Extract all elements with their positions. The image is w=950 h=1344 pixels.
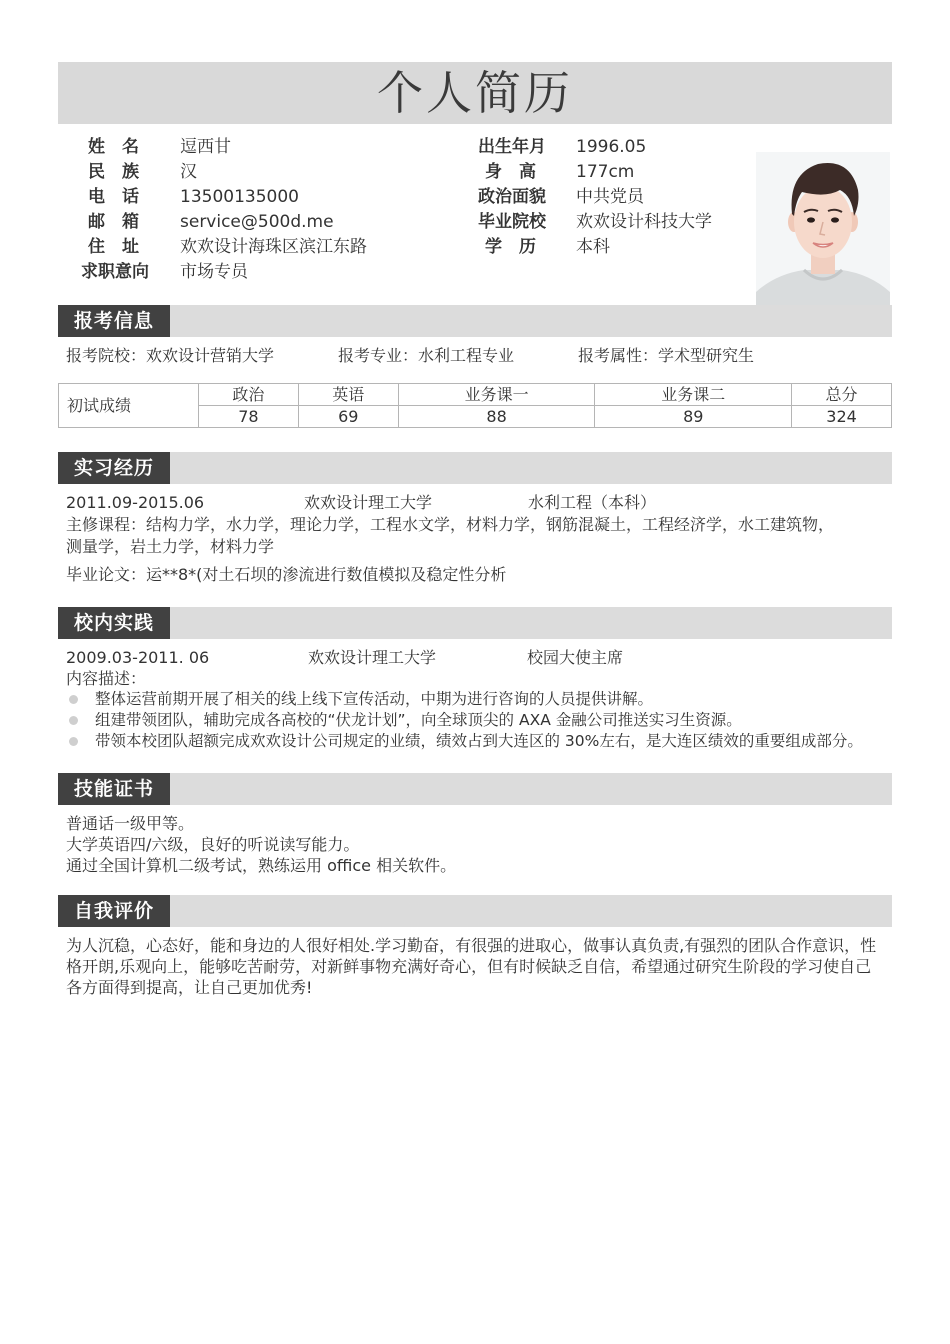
ethnicity-value: 汉 [180, 162, 197, 182]
score-header: 业务课二 [595, 384, 792, 406]
phone-label: 电 话 [88, 187, 139, 207]
list-item: 带领本校团队超额完成欢欢设计公司规定的业绩，绩效占到大连区的 30%左右，是大连区绩效的重要组成部分。 [66, 731, 863, 752]
campus-section-bar [58, 607, 892, 639]
political-label: 政治面貌 [478, 187, 546, 207]
skills-section-bar [58, 773, 892, 805]
campus-school: 欢欢设计理工大学 [308, 648, 437, 667]
campus-date: 2009.03-2011. 06 [66, 648, 210, 667]
campus-desc-label: 内容描述： [66, 669, 147, 688]
profile-photo [756, 152, 890, 330]
self-eval-line: 为人沉稳，心态好，能和身边的人很好相处.学习勤奋，有很强的进取心，做事认真负责,有强烈的团队合作意识，性 [66, 936, 877, 955]
birth-value: 1996.05 [576, 137, 647, 157]
exam-section-bar [58, 305, 892, 337]
political-value: 中共党员 [576, 187, 644, 207]
list-item: 组建带领团队，辅助完成各高校的“伏龙计划”，向全球顶尖的 AXA 金融公司推送实习生资源。 [66, 710, 863, 731]
skill-line: 大学英语四/六级，良好的听说读写能力。 [66, 835, 360, 854]
height-value: 177cm [576, 162, 635, 182]
email-label: 邮 箱 [88, 212, 139, 232]
exam-school: 报考院校：欢欢设计营销大学 [66, 346, 275, 365]
self-eval-line: 各方面得到提高，让自己更加优秀! [66, 978, 313, 997]
internship-section-heading: 实习经历 [58, 452, 170, 484]
name-value: 逗西甘 [180, 137, 231, 157]
internship-section-bar [58, 452, 892, 484]
score-header: 业务课一 [398, 384, 595, 406]
title-bar [58, 62, 892, 124]
education-label: 学 历 [485, 237, 536, 257]
score-header: 总分 [792, 384, 892, 406]
courses-line-1: 主修课程：结构力学，水力学，理论力学，工程水文学，材料力学，钢筋混凝土，工程经济学，水工建筑物， [66, 515, 835, 534]
score-value: 88 [398, 406, 595, 428]
graduate-school-value: 欢欢设计科技大学 [576, 212, 712, 232]
thesis: 毕业论文：运**8*(对土石坝的渗流进行数值模拟及稳定性分析 [66, 565, 507, 584]
address-label: 住 址 [88, 237, 139, 257]
skill-line: 通过全国计算机二级考试，熟练运用 office 相关软件。 [66, 856, 457, 875]
score-table [58, 383, 892, 428]
job-intent-label: 求职意向 [81, 262, 149, 282]
self-eval-line: 格开朗,乐观向上，能够吃苦耐劳，对新鲜事物充满好奇心，但有时候缺乏自信，希望通过研究生阶段的学习使自己 [66, 957, 872, 976]
graduate-school-label: 毕业院校 [478, 212, 546, 232]
name-label: 姓 名 [88, 137, 139, 157]
self-eval-section-bar [58, 895, 892, 927]
exam-major: 报考专业：水利工程专业 [338, 346, 515, 365]
education-value: 本科 [576, 237, 610, 257]
score-header: 政治 [199, 384, 299, 406]
avatar-portrait [756, 152, 890, 330]
email-value: service@500d.me [180, 212, 334, 232]
address-value: 欢欢设计海珠区滨江东路 [180, 237, 367, 257]
birth-label: 出生年月 [478, 137, 546, 157]
internship-major: 水利工程（本科） [528, 493, 657, 512]
score-value: 78 [199, 406, 299, 428]
ethnicity-label: 民 族 [88, 162, 139, 182]
score-value: 89 [595, 406, 792, 428]
campus-section-heading: 校内实践 [58, 607, 170, 639]
score-value: 324 [792, 406, 892, 428]
phone-value: 13500135000 [180, 187, 299, 207]
skills-section-heading: 技能证书 [58, 773, 170, 805]
score-row-label: 初试成绩 [59, 384, 199, 428]
exam-section-heading: 报考信息 [58, 305, 170, 337]
campus-bullet-list [66, 689, 863, 752]
skill-line: 普通话一级甲等。 [66, 814, 195, 833]
score-header: 英语 [298, 384, 398, 406]
campus-role: 校园大使主席 [527, 648, 624, 667]
courses-line-2: 测量学，岩土力学，材料力学 [66, 537, 275, 556]
height-label: 身 高 [485, 162, 536, 182]
page-title: 个人简历 [377, 66, 573, 120]
self-eval-section-heading: 自我评价 [58, 895, 170, 927]
job-intent-value: 市场专员 [180, 262, 248, 282]
internship-school: 欢欢设计理工大学 [304, 493, 433, 512]
exam-type: 报考属性：学术型研究生 [578, 346, 755, 365]
list-item: 整体运营前期开展了相关的线上线下宣传活动，中期为进行咨询的人员提供讲解。 [66, 689, 863, 710]
internship-date: 2011.09-2015.06 [66, 493, 205, 512]
score-value: 69 [298, 406, 398, 428]
